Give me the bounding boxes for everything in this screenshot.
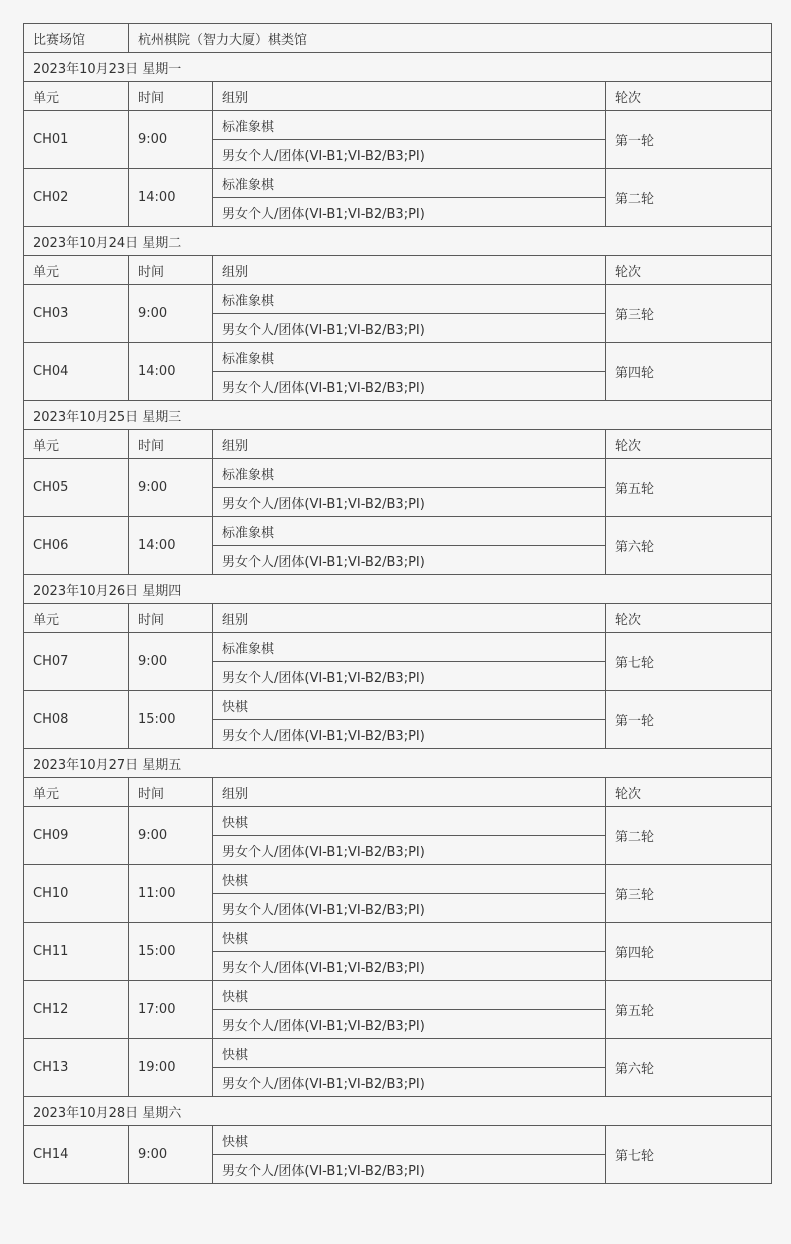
round-cell: 第三轮	[606, 285, 772, 343]
category-cell: 男女个人/团体(VI-B1;VI-B2/B3;PI)	[213, 314, 606, 343]
header-unit: 单元	[24, 604, 129, 633]
round-cell: 第三轮	[606, 865, 772, 923]
time-cell: 9:00	[129, 285, 213, 343]
venue-label: 比赛场馆	[24, 24, 129, 53]
event-cell: 标准象棋	[213, 633, 606, 662]
unit-cell: CH09	[24, 807, 129, 865]
time-cell: 14:00	[129, 517, 213, 575]
event-cell: 快棋	[213, 807, 606, 836]
header-unit: 单元	[24, 256, 129, 285]
venue-name: 杭州棋院（智力大厦）棋类馆	[129, 24, 772, 53]
venue-row	[24, 24, 772, 53]
time-cell: 9:00	[129, 633, 213, 691]
round-cell: 第一轮	[606, 691, 772, 749]
round-cell: 第六轮	[606, 1039, 772, 1097]
unit-cell: CH12	[24, 981, 129, 1039]
event-cell: 标准象棋	[213, 517, 606, 546]
time-cell: 9:00	[129, 807, 213, 865]
unit-cell: CH14	[24, 1126, 129, 1184]
session-row	[24, 517, 772, 546]
event-cell: 标准象棋	[213, 285, 606, 314]
time-cell: 9:00	[129, 459, 213, 517]
header-round: 轮次	[606, 82, 772, 111]
header-round: 轮次	[606, 604, 772, 633]
unit-cell: CH05	[24, 459, 129, 517]
column-header-row	[24, 82, 772, 111]
session-row	[24, 633, 772, 662]
header-time: 时间	[129, 778, 213, 807]
round-cell: 第七轮	[606, 1126, 772, 1184]
date-cell: 2023年10月27日 星期五	[24, 749, 772, 778]
column-header-row	[24, 778, 772, 807]
round-cell: 第五轮	[606, 981, 772, 1039]
round-cell: 第六轮	[606, 517, 772, 575]
date-row	[24, 575, 772, 604]
header-round: 轮次	[606, 430, 772, 459]
time-cell: 9:00	[129, 1126, 213, 1184]
category-cell: 男女个人/团体(VI-B1;VI-B2/B3;PI)	[213, 836, 606, 865]
time-cell: 14:00	[129, 343, 213, 401]
category-cell: 男女个人/团体(VI-B1;VI-B2/B3;PI)	[213, 952, 606, 981]
session-row	[24, 169, 772, 198]
category-cell: 男女个人/团体(VI-B1;VI-B2/B3;PI)	[213, 488, 606, 517]
category-cell: 男女个人/团体(VI-B1;VI-B2/B3;PI)	[213, 198, 606, 227]
event-cell: 标准象棋	[213, 459, 606, 488]
unit-cell: CH10	[24, 865, 129, 923]
time-cell: 9:00	[129, 111, 213, 169]
date-row	[24, 53, 772, 82]
date-row	[24, 227, 772, 256]
session-row	[24, 343, 772, 372]
date-row	[24, 749, 772, 778]
date-cell: 2023年10月23日 星期一	[24, 53, 772, 82]
header-group: 组别	[213, 82, 606, 111]
header-unit: 单元	[24, 82, 129, 111]
round-cell: 第一轮	[606, 111, 772, 169]
session-row	[24, 459, 772, 488]
category-cell: 男女个人/团体(VI-B1;VI-B2/B3;PI)	[213, 1155, 606, 1184]
session-row	[24, 923, 772, 952]
header-unit: 单元	[24, 430, 129, 459]
category-cell: 男女个人/团体(VI-B1;VI-B2/B3;PI)	[213, 546, 606, 575]
unit-cell: CH03	[24, 285, 129, 343]
round-cell: 第四轮	[606, 923, 772, 981]
unit-cell: CH06	[24, 517, 129, 575]
unit-cell: CH11	[24, 923, 129, 981]
header-round: 轮次	[606, 256, 772, 285]
date-cell: 2023年10月26日 星期四	[24, 575, 772, 604]
event-cell: 快棋	[213, 1039, 606, 1068]
time-cell: 17:00	[129, 981, 213, 1039]
header-time: 时间	[129, 430, 213, 459]
round-cell: 第七轮	[606, 633, 772, 691]
round-cell: 第二轮	[606, 807, 772, 865]
unit-cell: CH08	[24, 691, 129, 749]
session-row	[24, 1126, 772, 1155]
time-cell: 19:00	[129, 1039, 213, 1097]
session-row	[24, 981, 772, 1010]
column-header-row	[24, 604, 772, 633]
time-cell: 14:00	[129, 169, 213, 227]
header-round: 轮次	[606, 778, 772, 807]
date-row	[24, 1097, 772, 1126]
round-cell: 第四轮	[606, 343, 772, 401]
round-cell: 第五轮	[606, 459, 772, 517]
time-cell: 15:00	[129, 691, 213, 749]
time-cell: 11:00	[129, 865, 213, 923]
date-cell: 2023年10月24日 星期二	[24, 227, 772, 256]
session-row	[24, 1039, 772, 1068]
event-cell: 快棋	[213, 865, 606, 894]
header-group: 组别	[213, 604, 606, 633]
category-cell: 男女个人/团体(VI-B1;VI-B2/B3;PI)	[213, 720, 606, 749]
session-row	[24, 285, 772, 314]
date-cell: 2023年10月25日 星期三	[24, 401, 772, 430]
category-cell: 男女个人/团体(VI-B1;VI-B2/B3;PI)	[213, 662, 606, 691]
session-row	[24, 807, 772, 836]
date-row	[24, 401, 772, 430]
category-cell: 男女个人/团体(VI-B1;VI-B2/B3;PI)	[213, 372, 606, 401]
event-cell: 快棋	[213, 981, 606, 1010]
header-group: 组别	[213, 778, 606, 807]
unit-cell: CH02	[24, 169, 129, 227]
round-cell: 第二轮	[606, 169, 772, 227]
category-cell: 男女个人/团体(VI-B1;VI-B2/B3;PI)	[213, 140, 606, 169]
header-group: 组别	[213, 430, 606, 459]
category-cell: 男女个人/团体(VI-B1;VI-B2/B3;PI)	[213, 894, 606, 923]
event-cell: 快棋	[213, 1126, 606, 1155]
column-header-row	[24, 256, 772, 285]
category-cell: 男女个人/团体(VI-B1;VI-B2/B3;PI)	[213, 1068, 606, 1097]
schedule-table	[23, 23, 772, 1184]
event-cell: 标准象棋	[213, 169, 606, 198]
category-cell: 男女个人/团体(VI-B1;VI-B2/B3;PI)	[213, 1010, 606, 1039]
event-cell: 快棋	[213, 923, 606, 952]
header-time: 时间	[129, 256, 213, 285]
header-time: 时间	[129, 604, 213, 633]
session-row	[24, 111, 772, 140]
session-row	[24, 691, 772, 720]
unit-cell: CH01	[24, 111, 129, 169]
event-cell: 快棋	[213, 691, 606, 720]
header-unit: 单元	[24, 778, 129, 807]
date-cell: 2023年10月28日 星期六	[24, 1097, 772, 1126]
header-group: 组别	[213, 256, 606, 285]
session-row	[24, 865, 772, 894]
time-cell: 15:00	[129, 923, 213, 981]
unit-cell: CH13	[24, 1039, 129, 1097]
event-cell: 标准象棋	[213, 343, 606, 372]
header-time: 时间	[129, 82, 213, 111]
event-cell: 标准象棋	[213, 111, 606, 140]
column-header-row	[24, 430, 772, 459]
unit-cell: CH04	[24, 343, 129, 401]
unit-cell: CH07	[24, 633, 129, 691]
